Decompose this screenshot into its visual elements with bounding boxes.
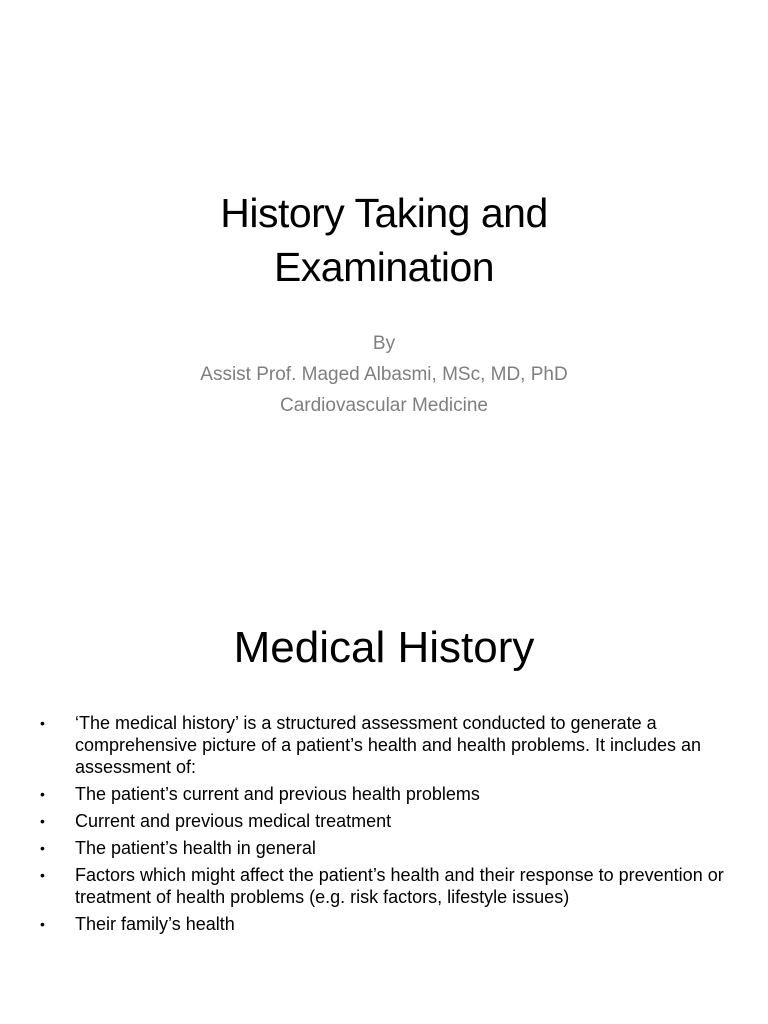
- title-line-1: History Taking and: [220, 190, 548, 236]
- bullet-text: Current and previous medical treatment: [75, 811, 392, 831]
- bullet-marker: •: [40, 715, 45, 731]
- bullet-marker: •: [40, 786, 45, 802]
- bullet-text: The patient’s health in general: [75, 838, 316, 858]
- bullet-text: Factors which might affect the patient’s health and their response to prevention or treatment of health problems (e.g. risk factors, lifestyle issues): [75, 865, 724, 907]
- list-item: [40, 783, 740, 805]
- bullet-marker: •: [40, 867, 45, 883]
- medical-history-slide: [0, 576, 768, 1024]
- presentation-title: [0, 186, 768, 294]
- title-line-2: Examination: [273, 244, 495, 290]
- bullet-list: [40, 712, 740, 940]
- by-label: By: [372, 333, 396, 354]
- bullet-text: The patient’s current and previous health problems: [75, 784, 480, 804]
- bullet-marker: •: [40, 916, 45, 932]
- list-item: [40, 837, 740, 859]
- list-item: [40, 864, 740, 908]
- bullet-marker: •: [40, 840, 45, 856]
- author-name: Assist Prof. Maged Albasmi, MSc, MD, PhD: [200, 364, 568, 385]
- list-item: [40, 712, 740, 778]
- list-item: [40, 913, 740, 935]
- bullet-marker: •: [40, 813, 45, 829]
- subtitle-block: [0, 328, 768, 421]
- bullet-text: Their family’s health: [75, 914, 235, 934]
- bullet-text: ‘The medical history’ is a structured assessment conducted to generate a comprehensive picture of a patient’s health and health problems. It includes an assessment of:: [75, 713, 702, 777]
- slide-title: Medical History: [233, 623, 535, 672]
- list-item: [40, 810, 740, 832]
- department-name: Cardiovascular Medicine: [279, 395, 489, 416]
